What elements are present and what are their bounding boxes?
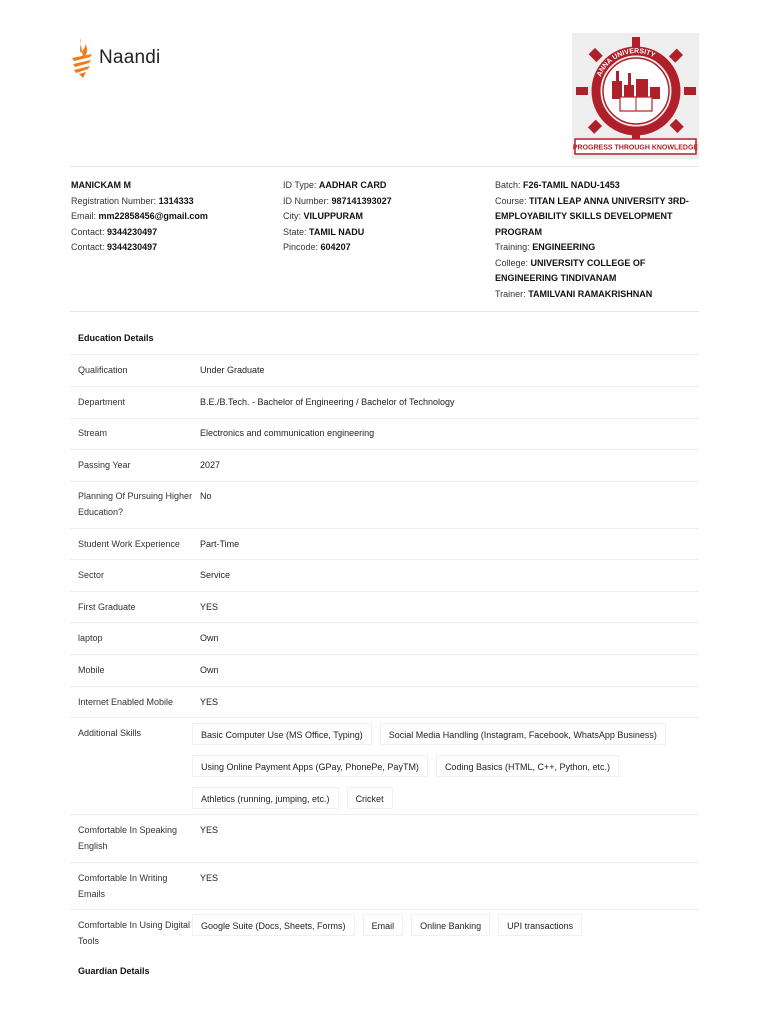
row-label: laptop	[78, 633, 103, 643]
row-value: B.E./B.Tech. - Bachelor of Engineering / Bachelor of Technology	[200, 397, 455, 407]
row-label: First Graduate	[78, 602, 136, 612]
flame-icon	[70, 36, 96, 80]
row-value: YES	[200, 825, 219, 835]
skill-chip: Using Online Payment Apps (GPay, PhonePe, PayTM)	[192, 755, 428, 777]
id-number: ID Number: 987141393027	[283, 195, 392, 206]
table-row	[70, 654, 699, 686]
contact-1: Contact: 9344230497	[71, 226, 158, 237]
row-value: 2027	[200, 460, 221, 470]
college: College: UNIVERSITY COLLEGE OF ENGINEERING TINDIVANAM	[495, 257, 646, 283]
email: Email: mm22858456@gmail.com	[71, 211, 208, 221]
writing-emails-row	[70, 862, 699, 909]
skill-chip: Social Media Handling (Instagram, Facebook, WhatsApp Business)	[380, 723, 666, 745]
row-value: Service	[200, 570, 231, 580]
skill-chip-list	[192, 723, 697, 819]
city: City: VILUPPURAM	[283, 211, 364, 221]
brand-name: Naandi	[99, 47, 161, 68]
row-label: Stream	[78, 428, 108, 438]
table-row	[70, 354, 699, 386]
row-label: Comfortable In Speaking English	[78, 825, 178, 851]
training: Training: ENGINEERING	[495, 242, 596, 252]
row-label: Internet Enabled Mobile	[78, 697, 174, 707]
seal-motto: PROGRESS THROUGH KNOWLEDGE	[572, 144, 699, 152]
additional-skills-row	[70, 717, 699, 814]
student-id-info	[283, 178, 483, 256]
row-label: Planning Of Pursuing Higher Education?	[78, 491, 193, 517]
row-label: Sector	[78, 570, 105, 580]
course: Course: TITAN LEAP ANNA UNIVERSITY 3RD-EMPLOYABILITY SKILLS DEVELOPMENT PROGRAM	[495, 195, 689, 237]
row-label: Department	[78, 397, 126, 407]
row-label: Comfortable In Using Digital Tools	[78, 920, 191, 946]
contact-2: Contact: 9344230497	[71, 242, 158, 252]
student-basic-info	[71, 178, 271, 256]
state: State: TAMIL NADU	[283, 226, 365, 237]
naandi-logo	[70, 36, 160, 80]
row-label: Additional Skills	[78, 728, 142, 738]
row-value: Under Graduate	[200, 365, 265, 375]
table-row	[70, 449, 699, 481]
registration-number: Registration Number: 1314333	[71, 195, 194, 206]
table-row	[70, 591, 699, 622]
guardian-details-title: Guardian Details	[78, 966, 150, 976]
row-label: Passing Year	[78, 460, 131, 470]
row-value: Own	[200, 665, 219, 675]
seal-ring-text: ANNA UNIVERSITY	[596, 47, 657, 78]
id-type: ID Type: AADHAR CARD	[283, 180, 387, 190]
table-row	[70, 386, 699, 418]
row-value: YES	[200, 602, 219, 612]
header-divider	[70, 166, 699, 167]
digital-tools-row	[70, 909, 699, 957]
speaking-english-row	[70, 814, 699, 862]
row-label: Student Work Experience	[78, 539, 180, 549]
pincode: Pincode: 604207	[283, 242, 351, 252]
digital-tools-chip-list	[192, 914, 697, 946]
table-row	[70, 622, 699, 654]
tool-chip: Google Suite (Docs, Sheets, Forms)	[192, 914, 355, 936]
row-label: Mobile	[78, 665, 105, 675]
table-row	[70, 481, 699, 528]
student-program-info	[495, 178, 700, 302]
row-value: Electronics and communication engineering	[200, 428, 375, 438]
batch: Batch: F26-TAMIL NADU-1453	[495, 180, 620, 190]
education-details-title: Education Details	[78, 333, 154, 343]
info-divider	[70, 311, 699, 312]
skill-chip: Basic Computer Use (MS Office, Typing)	[192, 723, 372, 745]
row-value: Own	[200, 633, 219, 643]
table-row	[70, 559, 699, 591]
tool-chip: Online Banking	[411, 914, 490, 936]
trainer: Trainer: TAMILVANI RAMAKRISHNAN	[495, 288, 653, 299]
tool-chip: Email	[363, 914, 404, 936]
row-label: Comfortable In Writing Emails	[78, 873, 168, 899]
row-value: YES	[200, 697, 219, 707]
table-row	[70, 528, 699, 559]
table-row	[70, 686, 699, 717]
skill-chip: Coding Basics (HTML, C++, Python, etc.)	[436, 755, 619, 777]
anna-university-seal	[572, 33, 699, 159]
row-value: YES	[200, 873, 219, 883]
table-row	[70, 418, 699, 449]
row-value: No	[200, 491, 212, 501]
tool-chip: UPI transactions	[498, 914, 582, 936]
skill-chip: Cricket	[347, 787, 393, 809]
row-value: Part-Time	[200, 539, 240, 549]
skill-chip: Athletics (running, jumping, etc.)	[192, 787, 339, 809]
student-name: MANICKAM M	[71, 180, 131, 190]
row-label: Qualification	[78, 365, 128, 375]
